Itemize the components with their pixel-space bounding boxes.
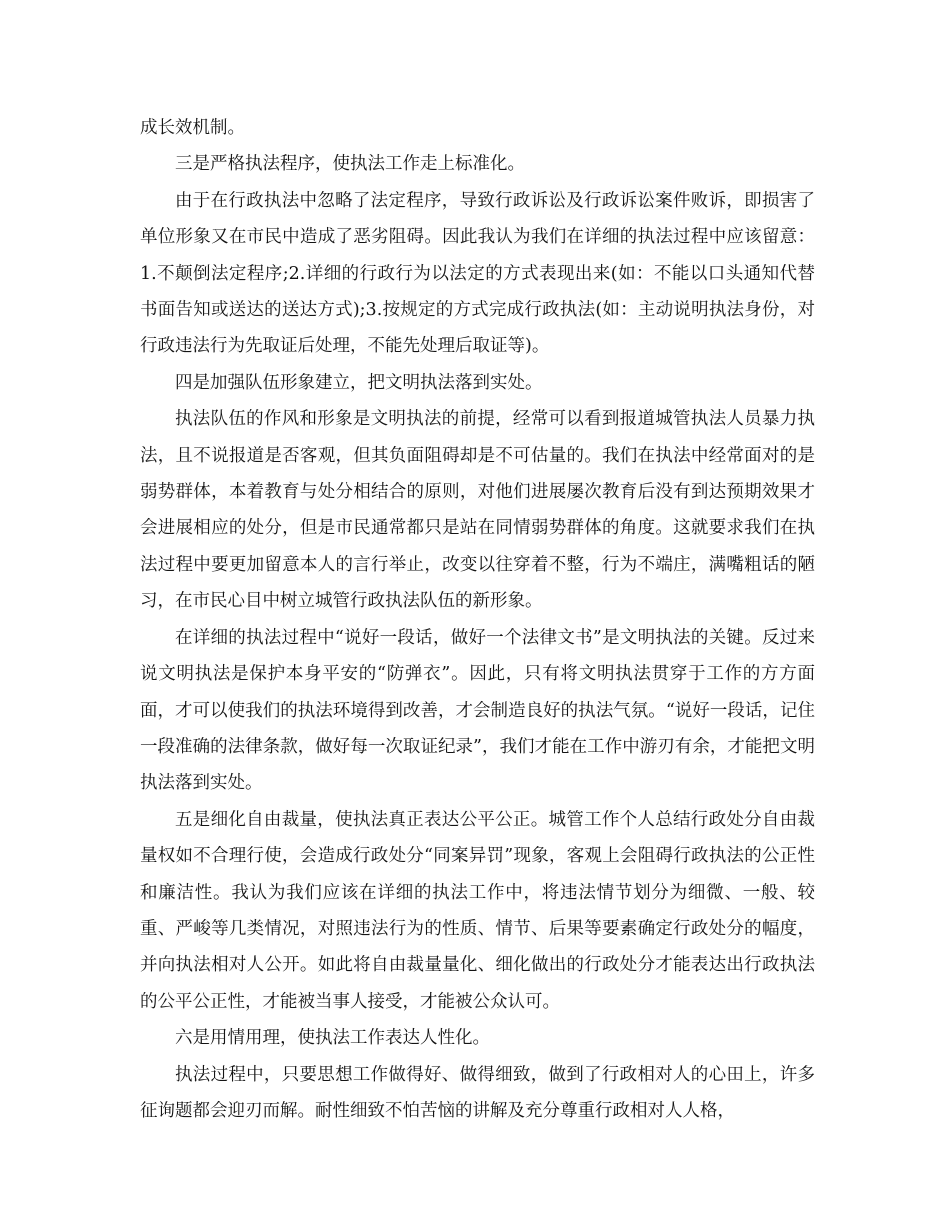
- paragraph: 由于在行政执法中忽略了法定程序，导致行政诉讼及行政诉讼案件败诉，即损害了单位形象又在市民中造成了恶劣阻碍。因此我认为我们在详细的执法过程中应该留意：1.不颠倒法定程序;2.详细的行政行为以法定的方式表现出来(如：不能以口头通知代替书面告知或送达的送达方式);3.按规定的方式完成行政执法(如：主动说明执法身份，对行政违法行为先取证后处理，不能先处理后取证等)。: [140, 190, 815, 357]
- document-body: [140, 110, 815, 1129]
- paragraph: 成长效机制。: [140, 118, 245, 138]
- paragraph: 执法过程中，只要思想工作做得好、做得细致，做到了行政相对人的心田上，许多征询题都会迎刃而解。耐性细致不怕苦恼的讲解及充分尊重行政相对人人格，: [140, 1064, 815, 1121]
- section-heading: 四是加强队伍形象建立，把文明执法落到实处。: [175, 372, 543, 393]
- paragraph: 在详细的执法过程中“说好一段话，做好一个法律文书”是文明执法的关键。反过来说文明执法是保护本身平安的“防弹衣”。因此，只有将文明执法贯穿于工作的方方面面，才可以使我们的执法环境得到改善，才会制造良好的执法气氛。“说好一段话，记住一段准确的法律条款，做好每一次取证纪录”，我们才能在工作中游刃有余，才能把文明执法落到实处。: [140, 627, 815, 794]
- paragraph: 执法队伍的作风和形象是文明执法的前提，经常可以看到报道城管执法人员暴力执法，且不说报道是否客观，但其负面阻碍却是不可估量的。我们在执法中经常面对的是弱势群体，本着教育与处分相结合的原则，对他们进展屡次教育后没有到达预期效果才会进展相应的处分，但是市民通常都只是站在同情弱势群体的角度。这就要求我们在执法过程中要更加留意本人的言行举止，改变以往穿着不整，行为不端庄，满嘴粗话的陋习，在市民心目中树立城管行政执法队伍的新形象。: [140, 409, 815, 612]
- section-heading: 三是严格执法程序，使执法工作走上标准化。: [175, 154, 525, 175]
- paragraph: 五是细化自由裁量，使执法真正表达公平公正。城管工作个人总结行政处分自由裁量权如不合理行使，会造成行政处分“同案异罚”现象，客观上会阻碍行政执法的公正性和廉洁性。我认为我们应该在详细的执法工作中，将违法情节划分为细微、一般、较重、严峻等几类情况，对照违法行为的性质、情节、后果等要素确定行政处分的幅度，并向执法相对人公开。如此将自由裁量量化、细化做出的行政处分才能表达出行政执法的公平公正性，才能被当事人接受，才能被公众认可。: [140, 809, 815, 1012]
- section-heading: 六是用情用理，使执法工作表达人性化。: [175, 1028, 490, 1049]
